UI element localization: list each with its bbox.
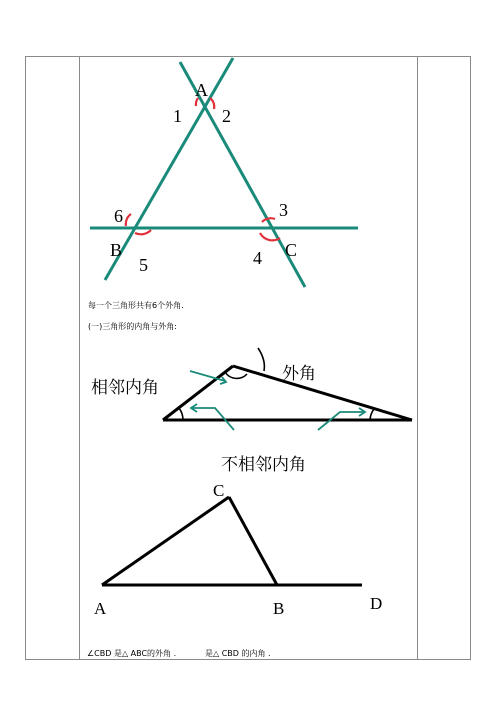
fig3-vertex-c-label: C xyxy=(213,481,225,500)
line-ac xyxy=(102,497,229,585)
angle-4-label: 4 xyxy=(253,248,262,268)
section-heading: (一)三角形的内角与外角: xyxy=(88,322,177,331)
angle-5-label: 5 xyxy=(139,255,148,275)
exterior-angle-label: 外角 xyxy=(282,364,316,384)
nonadjacent-interior-label: 不相邻内角 xyxy=(221,455,306,475)
adjacent-interior-label: 相邻内角 xyxy=(91,378,159,398)
fig3-vertex-a-label: A xyxy=(94,599,107,618)
angle-2-label: 2 xyxy=(222,106,231,126)
footer-statement-interior: 是△ CBD 的内角 . xyxy=(205,649,271,658)
angle-1-label: 1 xyxy=(173,106,182,126)
vertex-b-label: B xyxy=(110,240,123,260)
fig3-point-d-label: D xyxy=(370,594,383,613)
line-cb xyxy=(229,497,277,585)
angle-3-label: 3 xyxy=(279,200,288,220)
vertex-a-label: A xyxy=(195,80,208,100)
angle-6-label: 6 xyxy=(114,206,123,226)
footer-statement-exterior: ∠CBD 是△ ABC的外角 . xyxy=(87,649,177,658)
fig3-vertex-b-label: B xyxy=(273,599,285,618)
vertex-c-label: C xyxy=(285,240,298,260)
six-exterior-angles-note: 每一个三角形共有6个外角. xyxy=(88,301,184,310)
